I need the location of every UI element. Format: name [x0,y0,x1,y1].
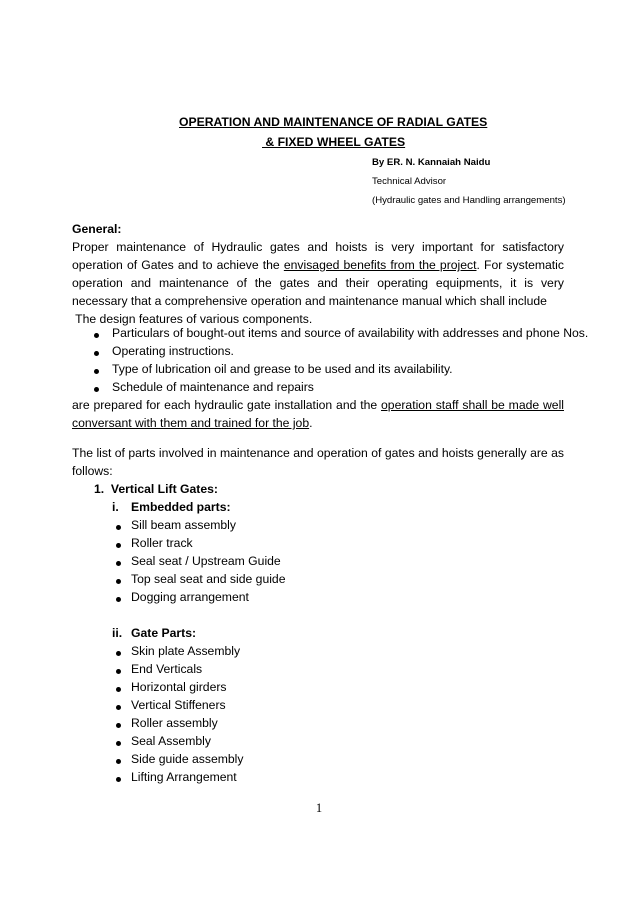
list-item: Top seal seat and side guide [131,572,286,586]
title-line-1: OPERATION AND MAINTENANCE OF RADIAL GATES [179,115,488,129]
list-item: Vertical Stiffeners [131,698,226,712]
paragraph-line: operation and maintenance of the gates and their operating equipments, it is very [72,276,564,290]
author-name: By ER. N. Kannaiah Naidu [372,157,491,168]
page-number: 1 [315,801,323,815]
list-item: Roller track [131,536,193,550]
bullet-dot [116,651,121,656]
general-closing-paragraph [72,396,564,432]
list-item: Seal Assembly [131,734,211,748]
text-run: . For systematic [476,258,564,272]
underlined-text: conversant with them and trained for the job [72,416,310,430]
text-run: are prepared for each hydraulic gate installation and the [72,398,382,412]
list-item: Side guide assembly [131,752,244,766]
bullet-dot [116,597,121,602]
bullet-dot [94,333,99,338]
list-item: Horizontal girders [131,680,227,694]
list-item: End Verticals [131,662,203,676]
paragraph-line [72,396,564,414]
author-department: (Hydraulic gates and Handling arrangements) [372,195,566,206]
underlined-text: operation staff shall be made well [381,398,564,412]
bullet-dot [116,777,121,782]
bullet-dot [116,741,121,746]
bullet-dot [94,351,99,356]
paragraph-line: Proper maintenance of Hydraulic gates and hoists is very important for satisfactory [72,240,564,254]
paragraph-line: follows: [72,464,113,478]
bullet-item: Operating instructions. [112,344,234,358]
general-heading: General: [72,222,122,236]
paragraph-line [72,256,564,274]
bullet-dot [116,579,121,584]
bullet-dot [116,669,121,674]
list-item: Skin plate Assembly [131,644,241,658]
list-item: Roller assembly [131,716,218,730]
bullet-item: Particulars of bought-out items and source of availability with addresses and phone Nos. [112,326,589,340]
paragraph-line [72,414,564,432]
subsection-marker: ii. [112,626,123,640]
subsection-gate-parts: Gate Parts: [131,626,197,640]
bullet-dot [116,561,121,566]
bullet-dot [116,705,121,710]
paragraph-line: The design features of various components. [72,312,313,326]
bullet-dot [116,543,121,548]
bullet-dot [94,387,99,392]
author-role: Technical Advisor [372,176,447,187]
bullet-dot [116,723,121,728]
subsection-embedded-parts: Embedded parts: [131,500,231,514]
bullet-dot [116,759,121,764]
text-run: operation of Gates and to achieve the [72,258,284,272]
subsection-marker: i. [112,500,119,514]
list-item: Seal seat / Upstream Guide [131,554,281,568]
list-item: Dogging arrangement [131,590,249,604]
section-vertical-lift-gates: 1. Vertical Lift Gates: [94,482,218,496]
text-run: . [309,416,313,430]
general-paragraph [72,238,564,328]
list-item: Lifting Arrangement [131,770,237,784]
bullet-dot [116,525,121,530]
bullet-item: Type of lubrication oil and grease to be used and its availability. [112,362,453,376]
parts-intro [72,444,564,480]
paragraph-line: The list of parts involved in maintenance and operation of gates and hoists generally are as [72,446,564,460]
paragraph-line: necessary that a comprehensive operation and maintenance manual which shall include [72,294,547,308]
bullet-dot [116,687,121,692]
bullet-dot [94,369,99,374]
bullet-item: Schedule of maintenance and repairs [112,380,314,394]
title-line-2: & FIXED WHEEL GATES [262,135,406,149]
underlined-text: envisaged benefits from the project [283,258,477,272]
list-item: Sill beam assembly [131,518,236,532]
